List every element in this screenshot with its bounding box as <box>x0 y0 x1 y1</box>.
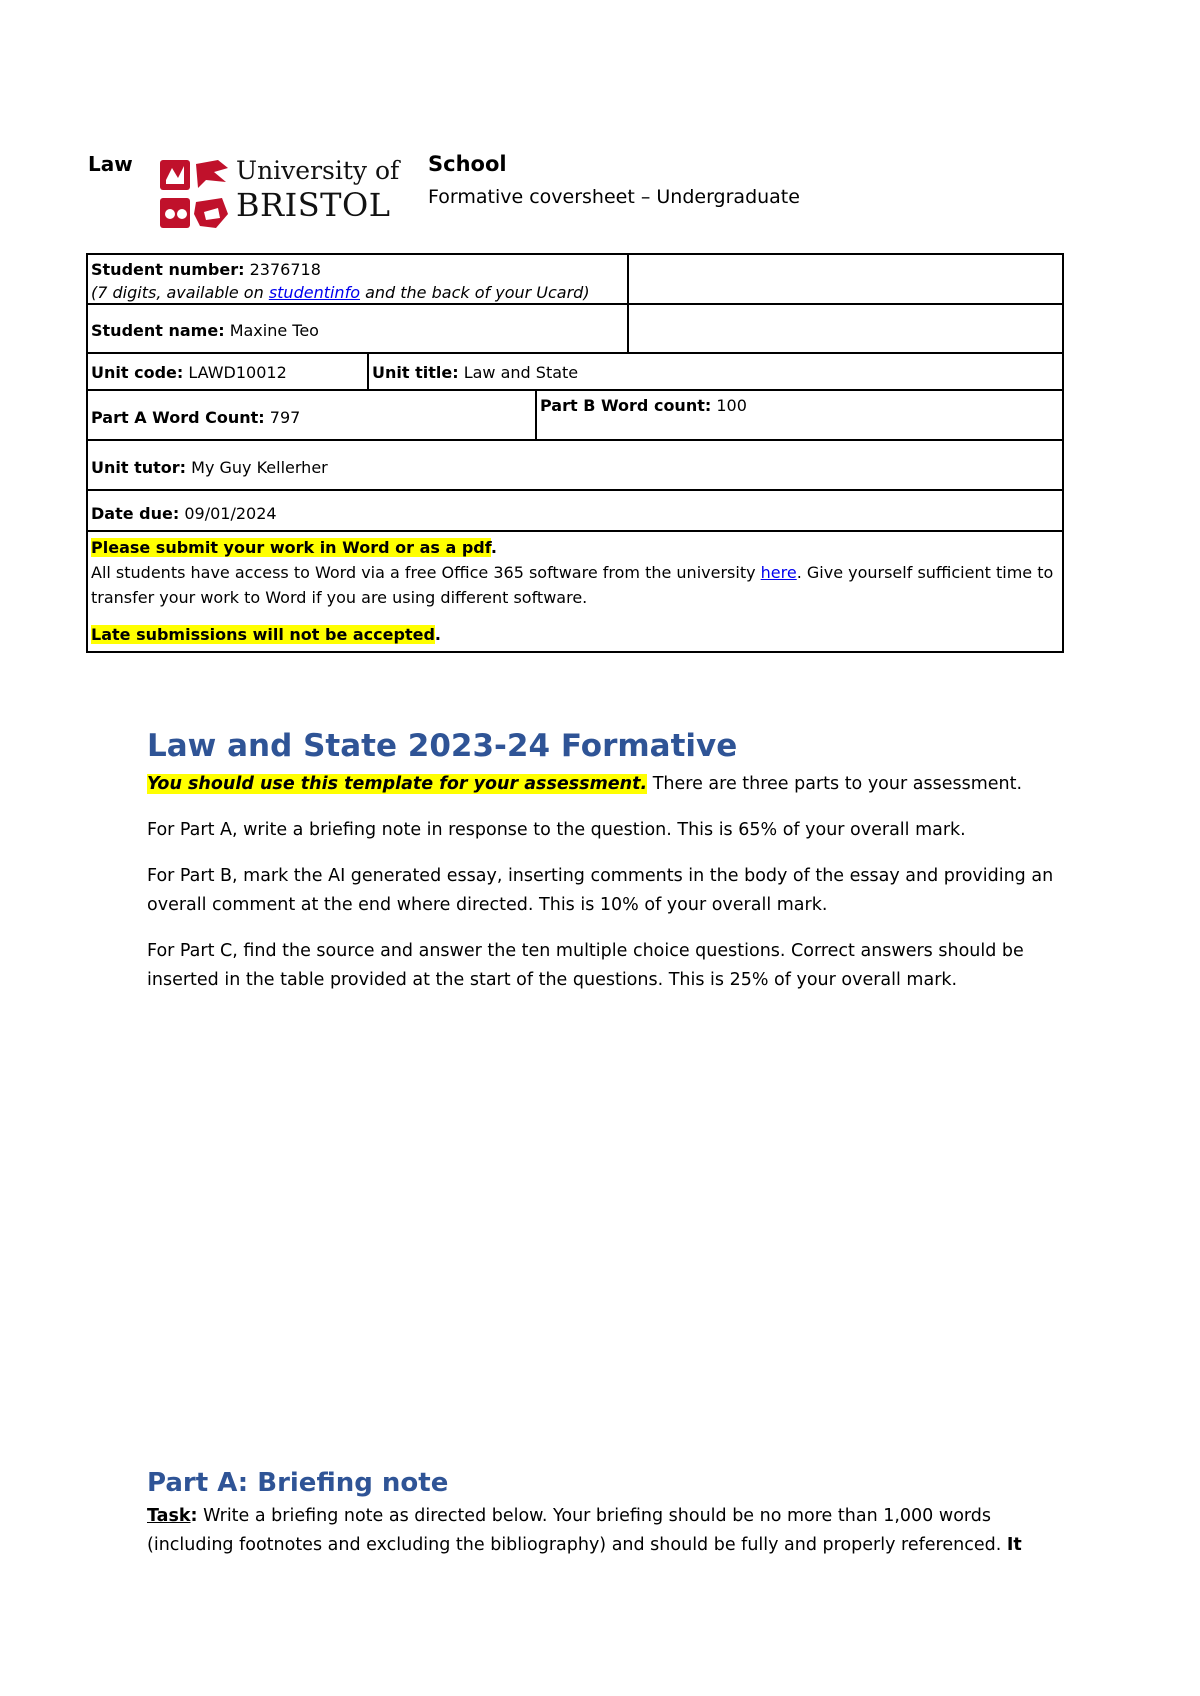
student-name-cell <box>86 303 629 354</box>
document-title: Law and State 2023-24 Formative <box>147 728 738 764</box>
submission-info-cell: Please submit your work in Word or as a pdf. All students have access to Word via a free Office 365 software from the university here. Give yourself sufficient time to transfer your work to Word if you are using different software. Late submissions will not be accepted. <box>86 530 1064 653</box>
student-number-cell <box>86 253 629 305</box>
late-submission-notice: Late submissions will not be accepted <box>91 625 435 644</box>
blank-cell-1 <box>627 253 1064 305</box>
part-b-paragraph: For Part B, mark the AI generated essay, inserting comments in the body of the essay and providing an overall comment at the end where directed. This is 10% of your overall mark. <box>147 866 1054 915</box>
unit-code-cell <box>86 352 369 391</box>
part-b-count-cell <box>535 389 1064 441</box>
university-logo <box>158 158 403 232</box>
office-365-link[interactable]: here <box>760 563 797 582</box>
unit-tutor-value: My Guy Kellerher <box>191 458 328 477</box>
unit-title-value: Law and State <box>463 363 579 382</box>
task-label: Task <box>147 1506 191 1526</box>
unit-tutor-label: Unit tutor: <box>91 458 187 477</box>
student-number-hint: (7 digits, available on studentinfo and the back of your Ucard) <box>91 283 590 303</box>
intro-highlight: You should use this template for your assessment. <box>147 774 648 794</box>
law-label: Law <box>88 152 133 176</box>
part-a-count-cell <box>86 389 537 441</box>
blank-cell-2 <box>627 303 1064 354</box>
student-name-value: Maxine Teo <box>229 321 319 340</box>
student-number-value: 2376718 <box>249 260 321 279</box>
submit-highlight: Please submit your work in Word or as a pdf <box>91 538 491 557</box>
office-access-text: All students have access to Word via a free Office 365 software from the university here. Give yourself sufficient time to transfer your work to Word if you are using different software. <box>91 563 1054 607</box>
unit-title-label: Unit title: <box>372 363 459 382</box>
part-b-count-label: Part B Word count: <box>540 396 712 415</box>
unit-title-cell <box>367 352 1064 391</box>
school-label: School <box>428 152 507 176</box>
student-name-label: Student name: <box>91 321 225 340</box>
part-a-heading: Part A: Briefing note <box>147 1468 449 1498</box>
part-b-count-value: 100 <box>716 396 747 415</box>
student-number-label: Student number: <box>91 260 245 279</box>
date-due-value: 09/01/2024 <box>184 504 277 523</box>
part-a-count-value: 797 <box>269 408 301 427</box>
coversheet-subtitle: Formative coversheet – Undergraduate <box>428 186 800 208</box>
unit-code-label: Unit code: <box>91 363 184 382</box>
date-due-cell <box>86 489 1064 532</box>
task-paragraph: Task: Write a briefing note as directed below. Your briefing should be no more than 1,000 words (including footnotes and excluding the bibliography) and should be fully and properly referenced. It <box>147 1506 1022 1555</box>
date-due-label: Date due: <box>91 504 180 523</box>
logo-bristol-text: BRISTOL <box>236 186 391 224</box>
logo-university-text: University of <box>236 156 400 185</box>
part-a-paragraph: For Part A, write a briefing note in response to the question. This is 65% of your overall mark. <box>147 820 966 840</box>
unit-code-value: LAWD10012 <box>188 363 287 382</box>
intro-paragraph: You should use this template for your assessment. There are three parts to your assessment. <box>147 774 1023 794</box>
unit-tutor-cell <box>86 439 1064 491</box>
bristol-crest-icon <box>158 158 230 232</box>
studentinfo-link[interactable]: studentinfo <box>268 283 360 303</box>
part-c-paragraph: For Part C, find the source and answer the ten multiple choice questions. Correct answers should be inserted in the table provided at the start of the questions. This is 25% of your overall mark. <box>147 941 1024 990</box>
part-a-count-label: Part A Word Count: <box>91 408 265 427</box>
